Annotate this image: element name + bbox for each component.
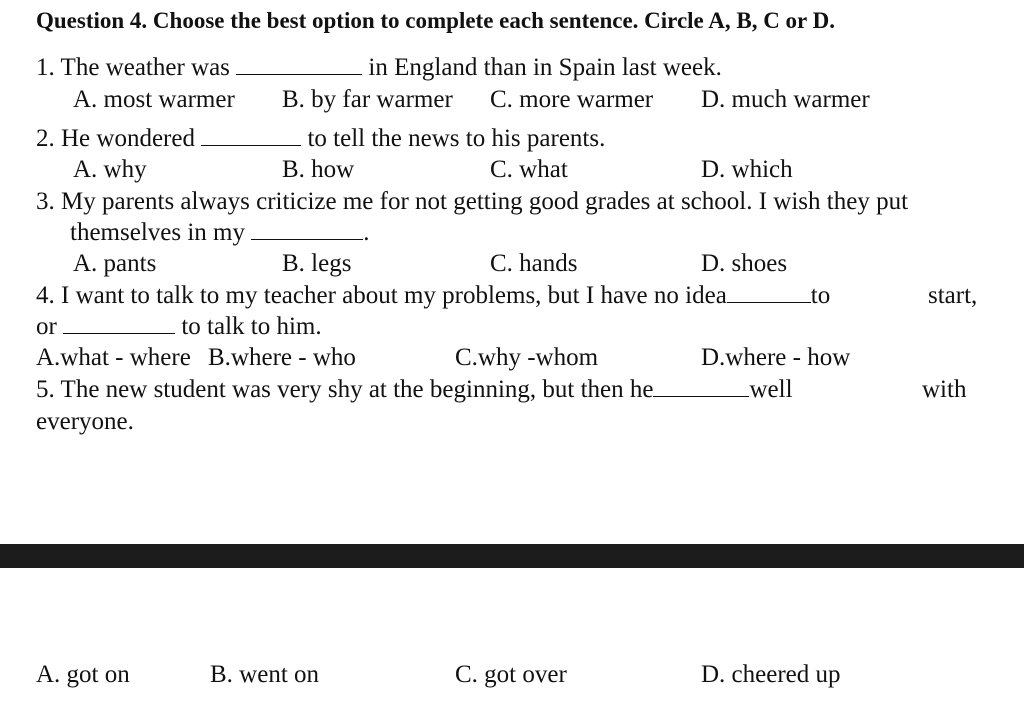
- option-c[interactable]: C.why -whom: [455, 344, 599, 371]
- question-3-line-1: 3. My parents always criticize me for not getting good grades at school. I wish they put: [36, 188, 909, 215]
- option-d[interactable]: D. which: [701, 156, 793, 183]
- question-5-line-2: everyone.: [36, 408, 134, 435]
- option-a[interactable]: A. most warmer: [73, 86, 235, 113]
- question-4-line-1: [36, 281, 830, 311]
- question-5-line-1: [36, 375, 793, 405]
- question-5-text-mid: well: [749, 376, 793, 403]
- option-c[interactable]: C. more warmer: [490, 86, 654, 113]
- option-c[interactable]: C. hands: [490, 250, 578, 277]
- divider-band: [0, 544, 1024, 568]
- question-1-text-start: 1. The weather was: [36, 54, 237, 81]
- option-d[interactable]: D. shoes: [701, 250, 788, 277]
- answer-blank: [251, 219, 363, 240]
- option-b[interactable]: B. went on: [210, 661, 320, 688]
- question-4-text-mid: to: [810, 282, 831, 309]
- question-3-text-end: .: [363, 219, 370, 246]
- answer-blank: [201, 125, 301, 146]
- question-5-text-start: 5. The new student was very shy at the beginning, but then he: [36, 376, 654, 403]
- option-c[interactable]: C. what: [490, 156, 568, 183]
- option-b[interactable]: B.where - who: [208, 344, 356, 371]
- answer-blank: [653, 376, 749, 397]
- question-2-text-start: 2. He wondered: [36, 125, 202, 152]
- option-b[interactable]: B. legs: [282, 250, 352, 277]
- question-2: [36, 124, 605, 154]
- question-4-line-2: [36, 312, 322, 342]
- question-4-text-start: 4. I want to talk to my teacher about my problems, but I have no idea: [36, 282, 727, 309]
- question-3-text-start: themselves in my: [70, 219, 252, 246]
- question-title: Question 4. Choose the best option to complete each sentence. Circle A, B, C or D.: [36, 8, 835, 33]
- question-5-text-end: with: [922, 376, 967, 403]
- question-3-line-2: [70, 218, 369, 248]
- question-4-line-2-start: or: [36, 313, 57, 340]
- question-1: [36, 53, 722, 83]
- option-a[interactable]: A. pants: [73, 250, 157, 277]
- question-4-line-2-end: to talk to him.: [175, 313, 322, 340]
- question-4-text-end: start,: [928, 282, 978, 309]
- option-a[interactable]: A.what - where: [36, 344, 191, 371]
- option-c[interactable]: C. got over: [455, 661, 567, 688]
- question-1-text-end: in England than in Spain last week.: [362, 54, 722, 81]
- option-d[interactable]: D. cheered up: [701, 661, 841, 688]
- answer-blank: [63, 313, 175, 334]
- option-d[interactable]: D. much warmer: [701, 86, 870, 113]
- option-a[interactable]: A. got on: [36, 661, 130, 688]
- option-b[interactable]: B. how: [282, 156, 355, 183]
- answer-blank: [727, 282, 811, 303]
- option-b[interactable]: B. by far warmer: [282, 86, 453, 113]
- answer-blank: [236, 54, 362, 75]
- option-d[interactable]: D.where - how: [701, 344, 851, 371]
- question-2-text-end: to tell the news to his parents.: [301, 125, 606, 152]
- option-a[interactable]: A. why: [73, 156, 147, 183]
